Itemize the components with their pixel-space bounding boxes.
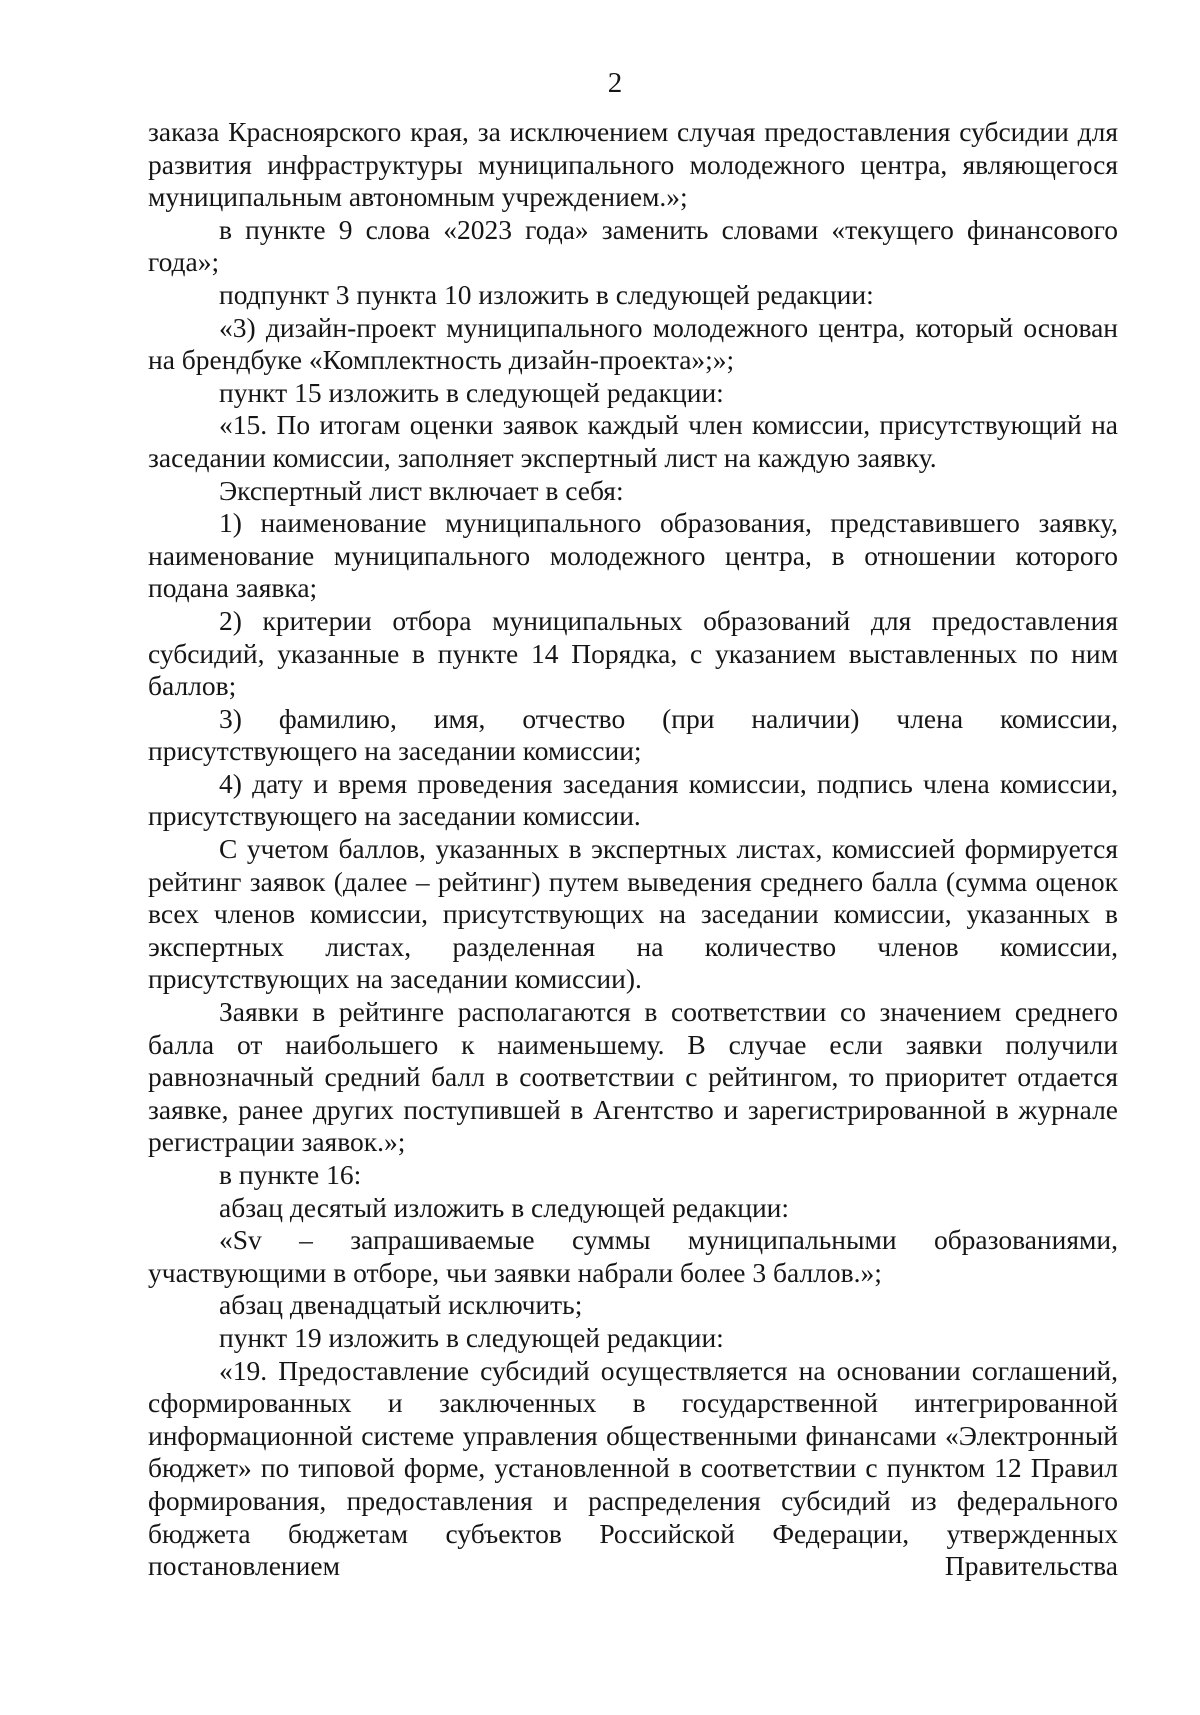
paragraph: «Sv – запрашиваемые суммы муниципальными образованиями, участвующими в отборе, чьи заявки набрали более 3 баллов.»; bbox=[148, 1224, 1118, 1288]
paragraph: Заявки в рейтинге располагаются в соответствии со значением среднего балла от наибольшего к наименьшему. В случае если заявки получили равнозначный средний балл в соответствии с рейтингом, то приоритет отдается заявке, ранее других поступившей в Агентство и зарегистрированной в журнале регистрации заявок.»; bbox=[148, 996, 1118, 1158]
paragraph: пункт 19 изложить в следующей редакции: bbox=[219, 1321, 724, 1353]
paragraph: подпункт 3 пункта 10 изложить в следующей редакции: bbox=[219, 278, 874, 310]
paragraph: в пункте 16: bbox=[219, 1159, 362, 1190]
paragraph: 2) критерии отбора муниципальных образований для предоставления субсидий, указанные в пункте 14 Порядка, с указанием выставленных по ним баллов; bbox=[148, 604, 1118, 702]
paragraph: «19. Предоставление субсидий осуществляется на основании соглашений, сформированных и заключенных в государственной интегрированной информационной системе управления общественными финансами «Электронный бюджет» по типовой форме, установленной в соответствии с пунктом 12 Правил формирования, предоставления и распределения субсидий из федерального бюджета бюджетам субъектов Российской Федерации, утвержденных постановлением Правительства bbox=[148, 1354, 1118, 1582]
paragraph: 4) дату и время проведения заседания комиссии, подпись члена комиссии, присутствующего на заседании комиссии. bbox=[148, 767, 1118, 832]
paragraph: в пункте 9 слова «2023 года» заменить словами «текущего финансового года»; bbox=[148, 213, 1118, 278]
paragraph: «3) дизайн-проект муниципального молодежного центра, который основан на брендбуке «Комплектность дизайн-проекта»;»; bbox=[148, 311, 1118, 376]
paragraph: заказа Красноярского края, за исключением случая предоставления субсидии для развития инфраструктуры муниципального молодежного центра, являющегося муниципальным автономным учреждением.»; bbox=[148, 116, 1118, 213]
document-body bbox=[148, 116, 1118, 1583]
page-number: 2 bbox=[607, 67, 623, 99]
paragraph: 3) фамилию, имя, отчество (при наличии) члена комиссии, присутствующего на заседании комиссии; bbox=[148, 702, 1118, 767]
paragraph: пункт 15 изложить в следующей редакции: bbox=[219, 376, 724, 408]
paragraph: «15. По итогам оценки заявок каждый член комиссии, присутствующий на заседании комиссии, заполняет экспертный лист на каждую заявку. bbox=[148, 409, 1118, 473]
paragraph: абзац десятый изложить в следующей редакции: bbox=[219, 1191, 790, 1223]
paragraph: абзац двенадцатый исключить; bbox=[219, 1289, 583, 1321]
paragraph: С учетом баллов, указанных в экспертных листах, комиссией формируется рейтинг заявок (далее – рейтинг) путем выведения среднего балла (сумма оценок всех членов комиссии, присутствующих на заседании комиссии, указанных в экспертных листах, разделенная на количество членов комиссии, присутствующих на заседании комиссии). bbox=[148, 833, 1118, 995]
paragraph: Экспертный лист включает в себя: bbox=[219, 474, 624, 506]
paragraph: 1) наименование муниципального образования, представившего заявку, наименование муниципального молодежного центра, в отношении которого подана заявка; bbox=[148, 507, 1118, 604]
